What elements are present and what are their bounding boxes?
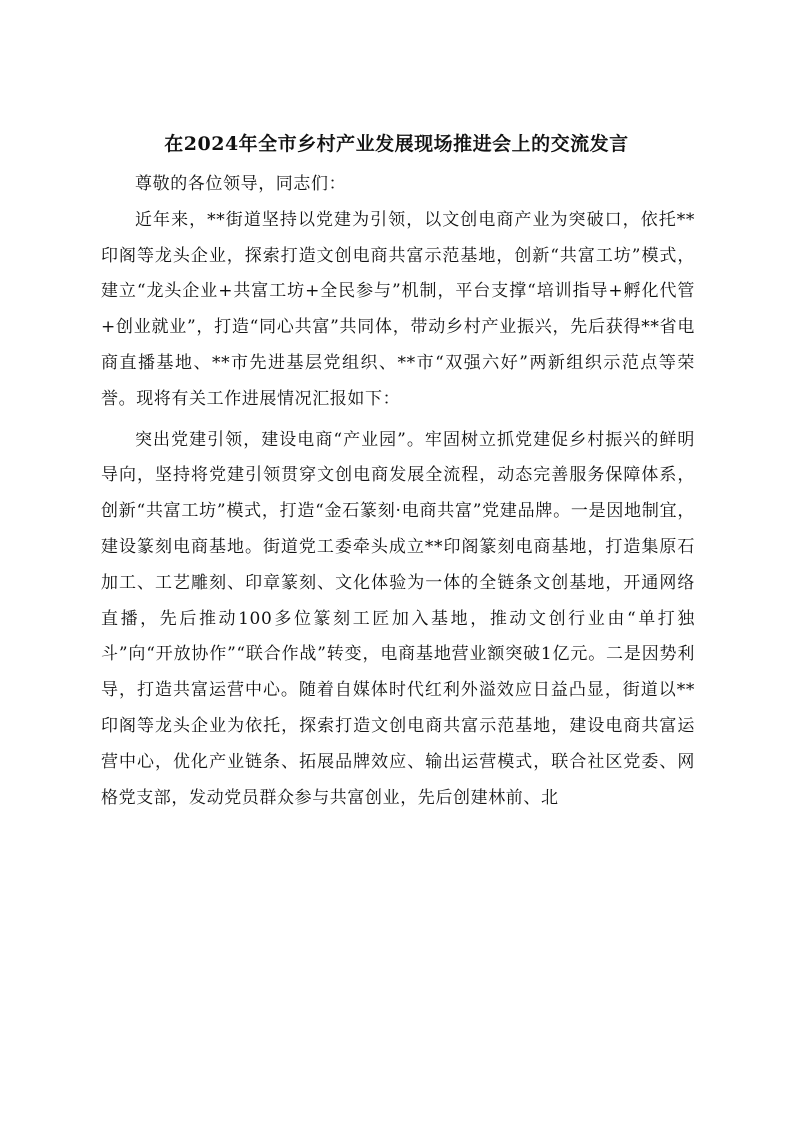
document-body <box>101 167 695 816</box>
paragraph-intro: 近年来，**街道坚持以党建为引领，以文创电商产业为突破口，依托**印阁等龙头企业，探索打造文创电商共富示范基地，创新“共富工坊”模式，建立“龙头企业+共富工坊+全民参与”机制，平台支撑“培训指导+孵化代管+创业就业”，打造“同心共富”共同体，带动乡村产业振兴，先后获得**省电商直播基地、**市先进基层党组织、**市“双强六好”两新组织示范点等荣誉。现将有关工作进展情况汇报如下： <box>101 209 695 409</box>
document-title: 在2024年全市乡村产业发展现场推进会上的交流发言 <box>164 133 629 155</box>
salutation: 尊敬的各位领导，同志们： <box>135 174 347 194</box>
paragraph-party-building: 突出党建引领，建设电商“产业园”。牢固树立抓党建促乡村振兴的鲜明导向，坚持将党建引领贯穿文创电商发展全流程，动态完善服务保障体系，创新“共富工坊”模式，打造“金石篆刻·电商共富”党建品牌。一是因地制宜，建设篆刻电商基地。街道党工委牵头成立**印阁篆刻电商基地，打造集原石加工、工艺雕刻、印章篆刻、文化体验为一体的全链条文创基地，开通网络直播，先后推动100多位篆刻工匠加入基地，推动文创行业由“单打独斗”向“开放协作”“联合作战”转变，电商基地营业额突破1亿元。二是因势利导，打造共富运营中心。随着自媒体时代红利外溢效应日益凸显，街道以**印阁等龙头企业为依托，探索打造文创电商共富示范基地，建设电商共富运营中心，优化产业链条、拓展品牌效应、输出运营模式，联合社区党委、网格党支部，发动党员群众参与共富创业，先后创建林前、北 <box>101 429 695 808</box>
